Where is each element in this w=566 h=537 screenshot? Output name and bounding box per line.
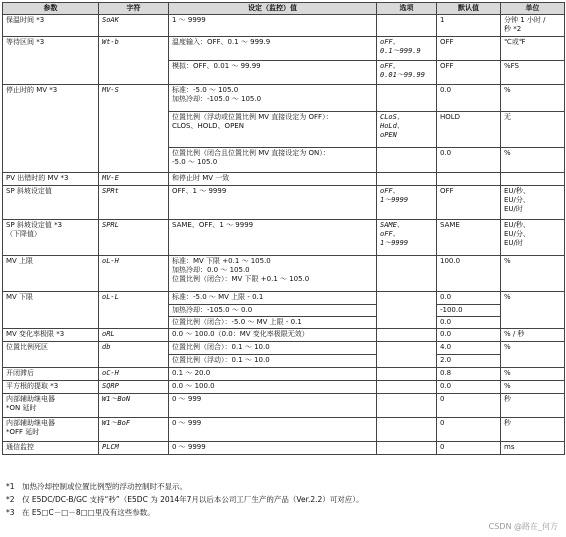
setting-cell: SAME、OFF、1 ～ 9999 — [169, 220, 377, 256]
param-cell: MV 变化率极限 *3 — [3, 329, 99, 342]
default-cell: OFF — [437, 37, 501, 61]
footnote: *1 加热冷却控制或位置比例型的浮动控制时不显示。 — [6, 482, 188, 491]
param-cell: SP 斜坡设定值 — [3, 186, 99, 220]
watermark: CSDN @路在_何方 — [488, 522, 558, 531]
default-cell: OFF — [437, 186, 501, 220]
default-cell: 0.0 — [437, 148, 501, 173]
unit-cell: % / 秒 — [501, 329, 565, 342]
char-cell: oL-H — [99, 256, 169, 292]
unit-cell: 无 — [501, 112, 565, 148]
parameter-table-wrapper — [2, 2, 564, 455]
setting-cell: 0.0 ～ 100.0（0.0：MV 变化率极限无效） — [169, 329, 377, 342]
table-row — [3, 329, 565, 342]
param-cell: 通信监控 — [3, 442, 99, 455]
char-cell: oC-H — [99, 368, 169, 381]
table-row — [3, 256, 565, 292]
char-cell: MV-E — [99, 173, 169, 186]
default-cell: 0.0 — [437, 292, 501, 305]
default-cell: 0.0 — [437, 85, 501, 112]
char-cell: Wt-b — [99, 37, 169, 85]
option-cell: oFF、 0.1～999.9 — [377, 37, 437, 61]
table-header-row — [3, 3, 565, 15]
param-cell: 平方根的提取 *3 — [3, 381, 99, 394]
table-row — [3, 394, 565, 418]
default-cell: 4.0 — [437, 342, 501, 355]
table-row — [3, 418, 565, 442]
char-cell: oRL — [99, 329, 169, 342]
option-cell: oFF、 0.01～99.99 — [377, 61, 437, 85]
footnotes — [6, 480, 562, 519]
option-cell — [377, 368, 437, 381]
param-cell: 内部辅助继电器 *ON 延时 — [3, 394, 99, 418]
unit-cell: EU/秒、 EU/分、 EU/时 — [501, 220, 565, 256]
option-cell — [377, 442, 437, 455]
unit-cell: ms — [501, 442, 565, 455]
setting-cell: 0 ～ 9999 — [169, 442, 377, 455]
param-cell: 开闭滞后 — [3, 368, 99, 381]
default-cell: 0.0 — [437, 329, 501, 342]
default-cell: 0.8 — [437, 368, 501, 381]
param-cell: 保温时间 *3 — [3, 15, 99, 37]
default-cell: SAME — [437, 220, 501, 256]
setting-cell: 0 ～ 999 — [169, 394, 377, 418]
table-row — [3, 381, 565, 394]
setting-cell: 位置比例（闭合）：0.1 ～ 10.0 — [169, 342, 377, 355]
param-cell: SP 斜坡设定值 *3 （下降值） — [3, 220, 99, 256]
char-cell: PLCM — [99, 442, 169, 455]
header-default: 默认值 — [437, 3, 501, 15]
param-cell: 等待区间 *3 — [3, 37, 99, 85]
option-cell — [377, 85, 437, 112]
setting-cell: 0.0 ～ 100.0 — [169, 381, 377, 394]
header-param: 参数 — [3, 3, 99, 15]
header-unit: 单位 — [501, 3, 565, 15]
default-cell: -100.0 — [437, 305, 501, 317]
table-row — [3, 173, 565, 186]
table-row — [3, 442, 565, 455]
parameter-table — [2, 2, 565, 455]
option-cell — [377, 15, 437, 37]
char-cell: W1～BoF — [99, 418, 169, 442]
unit-cell: 秒 — [501, 418, 565, 442]
char-cell: SoAK — [99, 15, 169, 37]
unit-cell: EU/秒、 EU/分、 EU/时 — [501, 186, 565, 220]
unit-cell: % — [501, 381, 565, 394]
table-row — [3, 37, 565, 61]
unit-cell: % — [501, 85, 565, 112]
param-cell: 内部辅助继电器 *OFF 延时 — [3, 418, 99, 442]
table-row — [3, 186, 565, 220]
option-cell — [377, 256, 437, 292]
setting-cell: 1 ～ 9999 — [169, 15, 377, 37]
default-cell: 0 — [437, 394, 501, 418]
default-cell: 0.0 — [437, 381, 501, 394]
header-char: 字符 — [99, 3, 169, 15]
setting-cell: 标准：-5.0 ～ MV 上限 - 0.1 — [169, 292, 377, 305]
default-cell: 1 — [437, 15, 501, 37]
default-cell: 0 — [437, 442, 501, 455]
param-cell: MV 上限 — [3, 256, 99, 292]
footnote: *2 仅 E5DC/DC-B/GC 支持“秒”（E5DC 为 2014年7月以后本公司工厂生产的产品（Ver.2.2）可对应）。 — [6, 495, 364, 504]
default-cell: 0.0 — [437, 317, 501, 329]
default-cell: 100.0 — [437, 256, 501, 292]
option-cell: CLoS、 HoLd、 oPEN — [377, 112, 437, 148]
char-cell: db — [99, 342, 169, 368]
header-setting: 设定（监控）值 — [169, 3, 377, 15]
unit-cell: 分钟 1 小时 / 秒 *2 — [501, 15, 565, 37]
setting-cell: 标准：-5.0 ～ 105.0 加热冷却：-105.0 ～ 105.0 — [169, 85, 377, 112]
table-row — [3, 85, 565, 112]
table-row — [3, 342, 565, 355]
setting-cell: 温度输入：OFF、0.1 ～ 999.9 — [169, 37, 377, 61]
setting-cell: 位置比例（浮动或位置比例 MV 直接设定为 OFF）： CLOS、HOLD、OPEN — [169, 112, 377, 148]
setting-cell: 位置比例（闭合）：-5.0 ～ MV 上限 - 0.1 — [169, 317, 377, 329]
option-cell — [377, 148, 437, 173]
unit-cell: 秒 — [501, 394, 565, 418]
setting-cell: 模拟：OFF、0.01 ～ 99.99 — [169, 61, 377, 85]
option-cell — [377, 292, 437, 329]
option-cell — [377, 173, 437, 186]
char-cell: MV-S — [99, 85, 169, 173]
option-cell: oFF、 1～9999 — [377, 186, 437, 220]
unit-cell — [501, 173, 565, 186]
param-cell: 停止时的 MV *3 — [3, 85, 99, 173]
param-cell: PV 出错时的 MV *3 — [3, 173, 99, 186]
unit-cell: % — [501, 368, 565, 381]
default-cell: HOLD — [437, 112, 501, 148]
unit-cell: %FS — [501, 61, 565, 85]
setting-cell: 标准：MV 下限 +0.1 ～ 105.0 加热冷却：0.0 ～ 105.0 位置比例（闭合）：MV 下限 +0.1 ～ 105.0 — [169, 256, 377, 292]
default-cell — [437, 173, 501, 186]
option-cell — [377, 329, 437, 342]
default-cell: OFF — [437, 61, 501, 85]
default-cell: 0 — [437, 418, 501, 442]
setting-cell: 和停止时 MV 一致 — [169, 173, 377, 186]
unit-cell: % — [501, 292, 565, 329]
option-cell: SAME、 oFF、 1～9999 — [377, 220, 437, 256]
option-cell — [377, 342, 437, 368]
setting-cell: 位置比例（闭合且位置比例 MV 直接设定为 ON）： -5.0 ～ 105.0 — [169, 148, 377, 173]
table-row — [3, 15, 565, 37]
char-cell: oL-L — [99, 292, 169, 329]
footnote: *3 在 E5□C－□－8□□里没有这些参数。 — [6, 508, 155, 517]
param-cell: MV 下限 — [3, 292, 99, 329]
char-cell: SPRt — [99, 186, 169, 220]
setting-cell: 0 ～ 999 — [169, 418, 377, 442]
setting-cell: 0.1 ～ 20.0 — [169, 368, 377, 381]
setting-cell: 加热冷却：-105.0 ～ 0.0 — [169, 305, 377, 317]
char-cell: SPRL — [99, 220, 169, 256]
default-cell: 2.0 — [437, 355, 501, 368]
setting-cell: OFF、1 ～ 9999 — [169, 186, 377, 220]
table-row — [3, 292, 565, 305]
option-cell — [377, 394, 437, 418]
unit-cell: % — [501, 148, 565, 173]
char-cell: W1～BoN — [99, 394, 169, 418]
char-cell: SQRP — [99, 381, 169, 394]
option-cell — [377, 418, 437, 442]
setting-cell: 位置比例（浮动）：0.1 ～ 10.0 — [169, 355, 377, 368]
param-cell: 位置比例死区 — [3, 342, 99, 368]
table-row — [3, 368, 565, 381]
table-row — [3, 220, 565, 256]
option-cell — [377, 381, 437, 394]
unit-cell: % — [501, 256, 565, 292]
header-option: 选项 — [377, 3, 437, 15]
unit-cell: % — [501, 342, 565, 368]
unit-cell: ℃或℉ — [501, 37, 565, 61]
